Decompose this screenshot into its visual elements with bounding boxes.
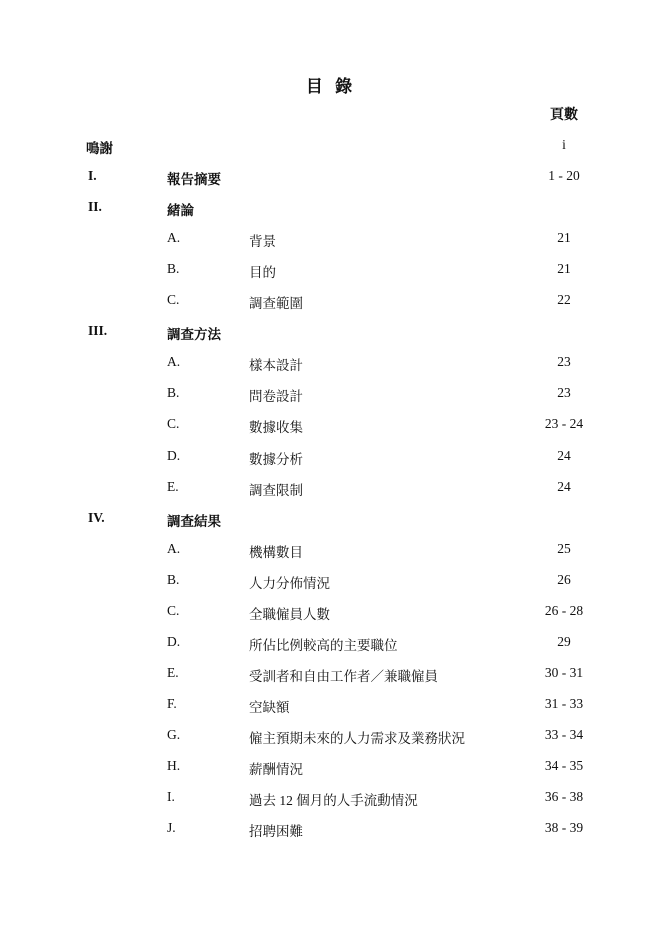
item-letter: C. [167, 292, 180, 308]
toc-item-row [0, 354, 662, 374]
toc-section-row [0, 510, 662, 530]
item-page: 30 - 31 [544, 664, 584, 680]
item-page: 24 [557, 447, 571, 463]
item-letter: A. [167, 540, 181, 556]
item-page: 36 - 38 [544, 789, 584, 805]
item-title: 空缺額 [249, 699, 290, 715]
toc-item-row [0, 385, 662, 405]
toc-item-row [0, 758, 662, 778]
section-number: I. [88, 168, 97, 184]
toc-item-row [0, 820, 662, 840]
item-title: 僱主預期未來的人力需求及業務狀況 [249, 730, 465, 746]
item-letter: H. [167, 758, 181, 773]
item-title: 機構數目 [249, 544, 303, 560]
toc-item-row [0, 665, 662, 685]
item-page: 25 [557, 540, 571, 556]
toc-item-row [0, 448, 662, 468]
item-page: 38 - 39 [544, 820, 584, 836]
acknowledgement-page: i [562, 137, 566, 152]
item-title: 背景 [249, 234, 276, 250]
toc-item-row [0, 727, 662, 747]
item-page: 22 [557, 292, 571, 308]
toc-row-acknowledgement [0, 137, 662, 157]
item-letter: I. [167, 789, 175, 805]
item-letter: B. [167, 571, 180, 587]
section-title: 調查方法 [167, 327, 221, 343]
item-letter: A. [167, 230, 181, 246]
page-column-header: 頁數 [550, 108, 578, 123]
item-title: 樣本設計 [249, 358, 303, 374]
toc-section-row [0, 168, 662, 188]
item-letter: D. [167, 633, 181, 649]
toc-item-row [0, 789, 662, 809]
item-title: 調查範圍 [249, 296, 303, 312]
item-title: 薪酬情況 [249, 762, 303, 777]
item-page: 29 [557, 633, 571, 649]
item-page: 33 - 34 [544, 726, 584, 742]
toc-item-row [0, 696, 662, 716]
section-title: 報告摘要 [167, 172, 221, 188]
item-letter: F. [167, 695, 177, 711]
section-number: III. [88, 323, 108, 339]
item-title: 招聘困難 [249, 824, 303, 840]
toc-item-row [0, 541, 662, 561]
section-title: 調查結果 [167, 513, 221, 529]
item-title: 所佔比例較高的主要職位 [249, 637, 398, 653]
acknowledgement-label: 鳴謝 [86, 141, 113, 156]
item-letter: B. [167, 261, 180, 277]
toc-item-row [0, 603, 662, 623]
toc-item-row [0, 261, 662, 281]
toc-title: 目 錄 [305, 77, 357, 96]
item-title: 數據分析 [249, 451, 303, 467]
item-page: 34 - 35 [544, 758, 584, 773]
item-page: 31 - 33 [544, 695, 584, 711]
item-letter: G. [167, 726, 181, 742]
item-page: 24 [557, 478, 571, 494]
item-letter: C. [167, 416, 180, 432]
item-letter: A. [167, 354, 181, 370]
section-number: IV. [88, 509, 105, 525]
item-page: 23 - 24 [544, 416, 584, 432]
toc-item-row [0, 479, 662, 499]
item-title: 全職僱員人數 [249, 606, 330, 622]
section-number: II. [88, 199, 102, 215]
item-page: 23 [557, 385, 571, 401]
section-page: 1 - 20 [548, 168, 580, 184]
toc-item-row [0, 634, 662, 654]
toc-item-row [0, 572, 662, 592]
item-letter: B. [167, 385, 180, 401]
item-letter: D. [167, 447, 181, 463]
toc-item-row [0, 292, 662, 312]
item-title: 受訓者和自由工作者／兼職僱員 [249, 668, 438, 684]
item-title: 問卷設計 [249, 389, 303, 405]
item-page: 23 [557, 354, 571, 370]
item-page: 21 [557, 230, 571, 246]
toc-section-row [0, 323, 662, 343]
section-title: 緒論 [167, 203, 194, 219]
item-letter: C. [167, 602, 180, 618]
item-page: 26 [557, 571, 571, 587]
item-title: 數據收集 [249, 420, 303, 436]
item-title: 人力分佈情況 [249, 575, 330, 591]
item-title: 過去 12 個月的人手流動情況 [249, 793, 418, 809]
item-title: 調查限制 [249, 482, 303, 498]
toc-item-row [0, 416, 662, 436]
item-page: 21 [557, 261, 571, 277]
item-letter: E. [167, 664, 179, 680]
item-letter: E. [167, 478, 179, 494]
item-title: 目的 [249, 265, 276, 281]
toc-section-row [0, 199, 662, 219]
item-page: 26 - 28 [544, 602, 584, 618]
item-letter: J. [167, 820, 176, 836]
toc-item-row [0, 230, 662, 250]
